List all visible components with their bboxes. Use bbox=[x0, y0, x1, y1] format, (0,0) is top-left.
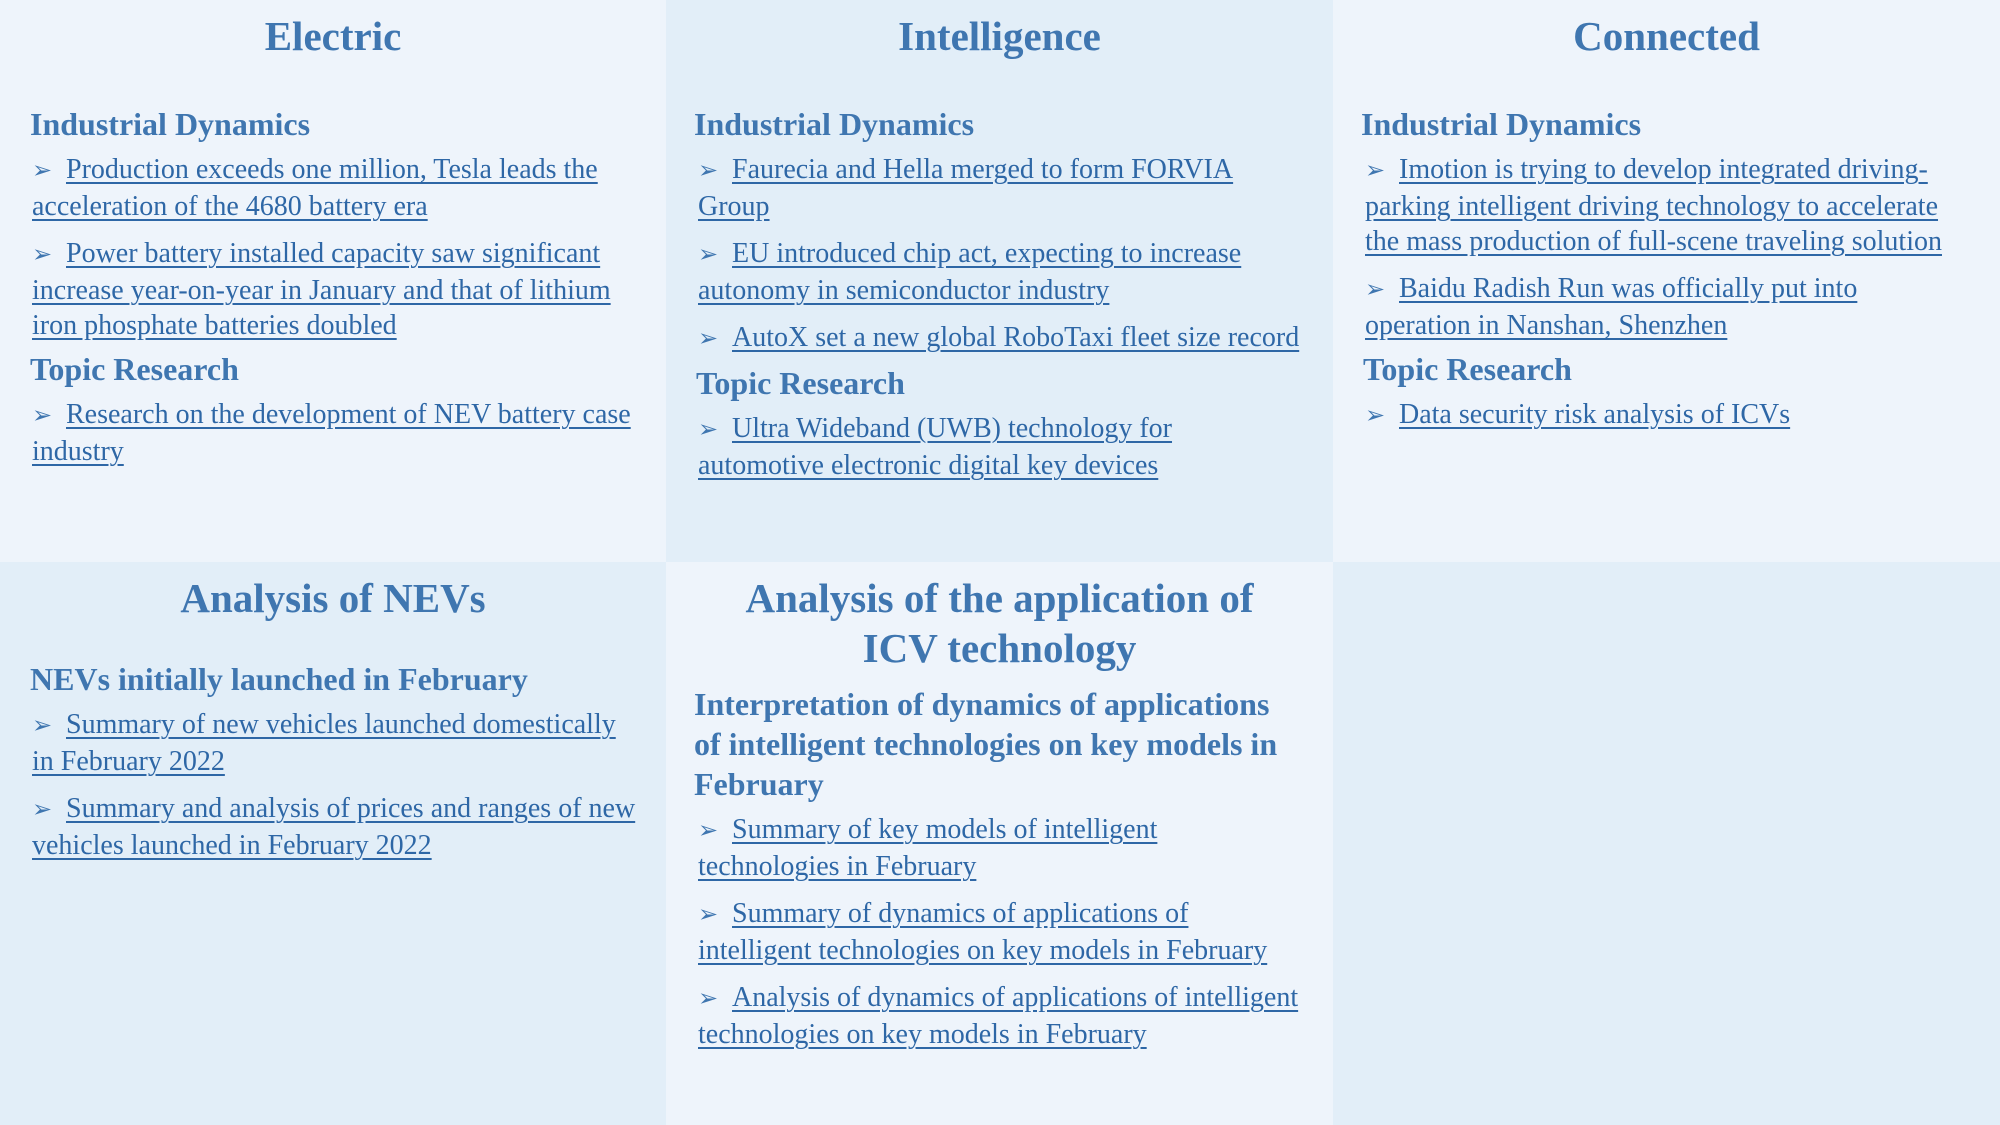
empty-panel bbox=[1333, 562, 2000, 1125]
article-link[interactable]: Production exceeds one million, Tesla leads the acceleration of the 4680 battery era bbox=[32, 154, 598, 222]
arrowhead-bullet-icon: ➢ bbox=[698, 986, 719, 1012]
arrowhead-bullet-icon: ➢ bbox=[698, 818, 719, 844]
article-link[interactable]: Research on the development of NEV battery case industry bbox=[32, 399, 631, 467]
article-link[interactable]: Imotion is trying to develop integrated driving-parking intelligent driving technology to accelerate the mass production of full-scene traveling solution bbox=[1365, 154, 1942, 257]
list-item bbox=[1363, 271, 1970, 343]
nevs-list bbox=[30, 707, 636, 863]
icv-title bbox=[696, 573, 1303, 673]
article-link[interactable]: Faurecia and Hella merged to form FORVIA Group bbox=[698, 154, 1234, 222]
article-link[interactable]: Summary of new vehicles launched domestically in February 2022 bbox=[32, 709, 616, 777]
electric-research-list bbox=[30, 397, 636, 469]
intelligence-dynamics-heading: Industrial Dynamics bbox=[694, 106, 975, 142]
electric-dynamics-list bbox=[30, 152, 636, 343]
list-item bbox=[696, 411, 1303, 483]
list-item bbox=[30, 791, 636, 863]
list-item bbox=[1363, 397, 1970, 434]
connected-panel bbox=[1333, 0, 2000, 562]
list-item bbox=[696, 236, 1303, 308]
connected-dynamics-list bbox=[1363, 152, 1970, 343]
arrowhead-bullet-icon: ➢ bbox=[32, 242, 53, 268]
article-link[interactable]: Ultra Wideband (UWB) technology for automotive electronic digital key devices bbox=[698, 413, 1173, 481]
connected-research-list bbox=[1363, 397, 1970, 434]
article-link[interactable]: AutoX set a new global RoboTaxi fleet size record bbox=[732, 322, 1300, 353]
intelligence-research-list bbox=[696, 411, 1303, 483]
arrowhead-bullet-icon: ➢ bbox=[698, 417, 719, 443]
list-item bbox=[696, 980, 1303, 1052]
list-item bbox=[696, 812, 1303, 884]
arrowhead-bullet-icon: ➢ bbox=[32, 158, 53, 184]
arrowhead-bullet-icon: ➢ bbox=[698, 902, 719, 928]
list-item bbox=[30, 152, 636, 224]
arrowhead-bullet-icon: ➢ bbox=[698, 158, 719, 184]
arrowhead-bullet-icon: ➢ bbox=[32, 797, 53, 823]
electric-panel bbox=[0, 0, 666, 562]
list-item bbox=[30, 397, 636, 469]
connected-dynamics-heading: Industrial Dynamics bbox=[1361, 106, 1642, 142]
intelligence-research-heading: Topic Research bbox=[696, 365, 905, 401]
arrowhead-bullet-icon: ➢ bbox=[1365, 403, 1386, 429]
list-item bbox=[30, 707, 636, 779]
nevs-panel bbox=[0, 562, 666, 1125]
electric-title: Electric bbox=[264, 13, 402, 59]
list-item bbox=[1363, 152, 1970, 259]
arrowhead-bullet-icon: ➢ bbox=[32, 713, 53, 739]
arrowhead-bullet-icon: ➢ bbox=[32, 403, 53, 429]
arrowhead-bullet-icon: ➢ bbox=[1365, 158, 1386, 184]
icv-heading: Interpretation of dynamics of applications of intelligent technologies on key models in February bbox=[694, 686, 1278, 802]
nevs-title: Analysis of NEVs bbox=[180, 575, 486, 621]
article-link[interactable]: Summary of dynamics of applications of intelligent technologies on key models in February bbox=[698, 898, 1268, 966]
article-link[interactable]: Summary and analysis of prices and ranges of new vehicles launched in February 2022 bbox=[32, 793, 636, 861]
connected-research-heading: Topic Research bbox=[1363, 351, 1572, 387]
arrowhead-bullet-icon: ➢ bbox=[698, 326, 719, 352]
icv-title-line1: Analysis of the application of bbox=[745, 575, 1254, 621]
list-item bbox=[696, 152, 1303, 224]
article-link[interactable]: Analysis of dynamics of applications of intelligent technologies on key models in February bbox=[698, 982, 1299, 1050]
electric-research-heading: Topic Research bbox=[30, 351, 239, 387]
list-item bbox=[696, 896, 1303, 968]
list-item bbox=[696, 320, 1303, 357]
icv-panel bbox=[666, 562, 1333, 1125]
article-link[interactable]: Baidu Radish Run was officially put into operation in Nanshan, Shenzhen bbox=[1365, 273, 1858, 341]
nevs-heading: NEVs initially launched in February bbox=[30, 661, 528, 697]
arrowhead-bullet-icon: ➢ bbox=[698, 242, 719, 268]
article-link[interactable]: Power battery installed capacity saw significant increase year-on-year in January and that of lithium iron phosphate batteries doubled bbox=[32, 238, 611, 341]
article-link[interactable]: Summary of key models of intelligent technologies in February bbox=[698, 814, 1158, 882]
icv-list bbox=[696, 812, 1303, 1052]
intelligence-dynamics-list bbox=[696, 152, 1303, 357]
article-link[interactable]: Data security risk analysis of ICVs bbox=[1399, 399, 1791, 430]
article-link[interactable]: EU introduced chip act, expecting to increase autonomy in semiconductor industry bbox=[698, 238, 1242, 306]
electric-dynamics-heading: Industrial Dynamics bbox=[30, 106, 311, 142]
intelligence-panel bbox=[666, 0, 1333, 562]
connected-title: Connected bbox=[1573, 13, 1760, 59]
list-item bbox=[30, 236, 636, 343]
intelligence-title: Intelligence bbox=[898, 13, 1101, 59]
arrowhead-bullet-icon: ➢ bbox=[1365, 277, 1386, 303]
icv-title-line2: ICV technology bbox=[862, 625, 1137, 671]
